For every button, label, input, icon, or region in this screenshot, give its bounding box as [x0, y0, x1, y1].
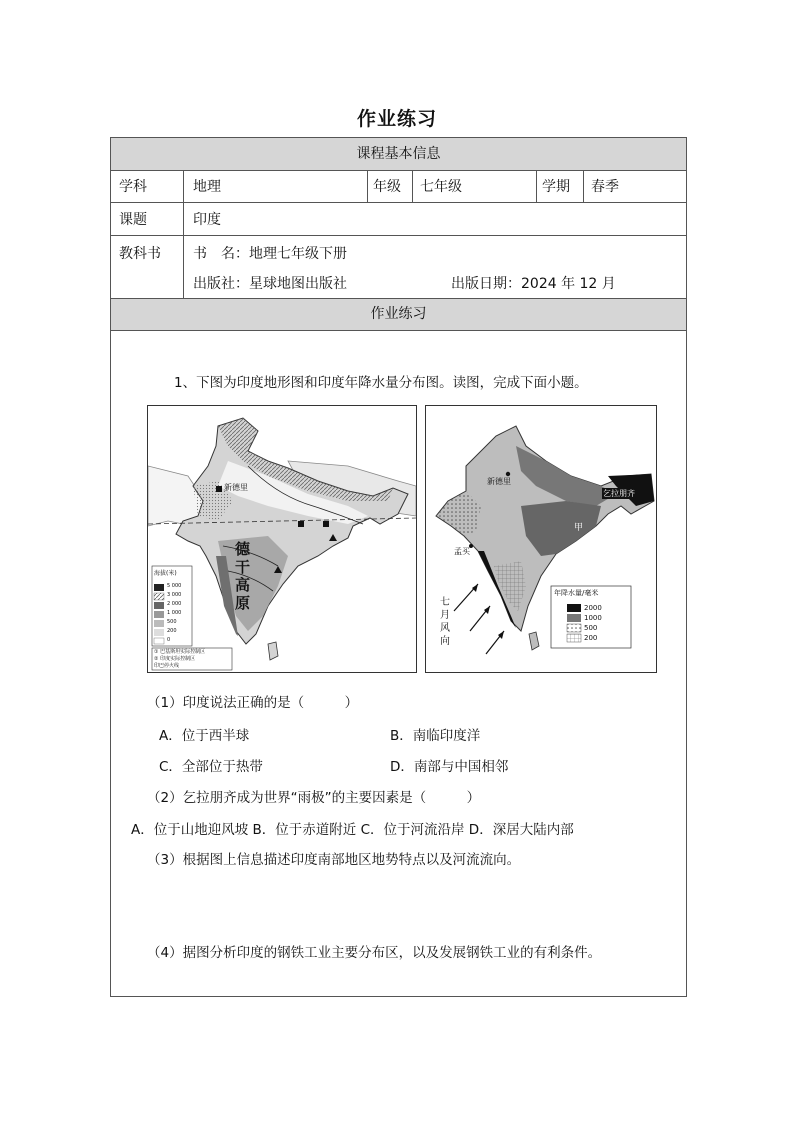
map2-monsoon-label: 七 月 风 向: [440, 597, 450, 647]
publisher: 出版社：星球地图出版社: [193, 276, 347, 292]
q1-option-c: C．全部位于热带: [159, 759, 263, 775]
map2-label-jia: 甲: [574, 523, 584, 533]
india-rainfall-map: [425, 405, 657, 673]
map1-deccan-label: 德 干 高 原: [235, 540, 251, 612]
topic-value: 印度: [193, 212, 221, 228]
map1-legend-title: 海拔(米): [154, 570, 177, 577]
question-4: （4）据图分析印度的钢铁工业主要分布区，以及发展钢铁工业的有利条件。: [147, 945, 602, 961]
exercise-section-header: 作业练习: [111, 299, 686, 331]
map2-city-newdelhi: 新德里: [487, 477, 511, 486]
q2-options: A．位于山地迎风坡 B．位于赤道附近 C．位于河流沿岸 D．深居大陆内部: [131, 822, 574, 838]
q1-option-a: A．位于西半球: [159, 728, 250, 744]
term-value: 春季: [591, 179, 619, 195]
map2-city-mumbai: 孟买: [454, 547, 470, 556]
book-name: 书 名：地理七年级下册: [193, 246, 347, 262]
subject-label: 学科: [119, 179, 147, 195]
map1-legend-levels: 5 000 3 000 2 000 1 000 500 200 0: [167, 583, 182, 643]
map1-notes: ① 巴基斯坦实际控制区 ② 印度实际控制区 印巴停火线: [154, 649, 206, 669]
map1-city-newdelhi: 新德里: [224, 483, 248, 492]
term-label: 学期: [542, 179, 570, 195]
publish-date: 出版日期：2024 年 12 月: [451, 276, 616, 292]
map2-legend-title: 年降水量/毫米: [554, 589, 599, 597]
india-terrain-map-svg: [148, 406, 416, 672]
q1-option-d: D．南部与中国相邻: [390, 759, 509, 775]
question-1: （1）印度说法正确的是（ ）: [147, 695, 359, 711]
map2-city-cherrapunji: 乞拉朋齐: [603, 489, 635, 498]
question-2: （2）乞拉朋齐成为世界“雨极”的主要因素是（ ）: [147, 790, 481, 806]
india-rainfall-map-svg: [426, 406, 656, 672]
grade-label: 年级: [373, 179, 401, 195]
grade-value: 七年级: [420, 179, 462, 195]
map2-legend-levels: 2000 1000 500 200: [584, 604, 602, 642]
q1-option-b: B．南临印度洋: [390, 728, 481, 744]
homework-table: [110, 137, 687, 997]
topic-label: 课题: [119, 212, 147, 228]
course-info-header: 课程基本信息: [111, 138, 686, 171]
question-intro: 1、下图为印度地形图和印度年降水量分布图。读图，完成下面小题。: [174, 375, 588, 391]
india-terrain-map: [147, 405, 417, 673]
subject-value: 地理: [193, 179, 221, 195]
textbook-label: 教科书: [119, 246, 161, 262]
question-3: （3）根据图上信息描述印度南部地区地势特点以及河流流向。: [147, 852, 521, 868]
page-title: 作业练习: [356, 108, 437, 130]
